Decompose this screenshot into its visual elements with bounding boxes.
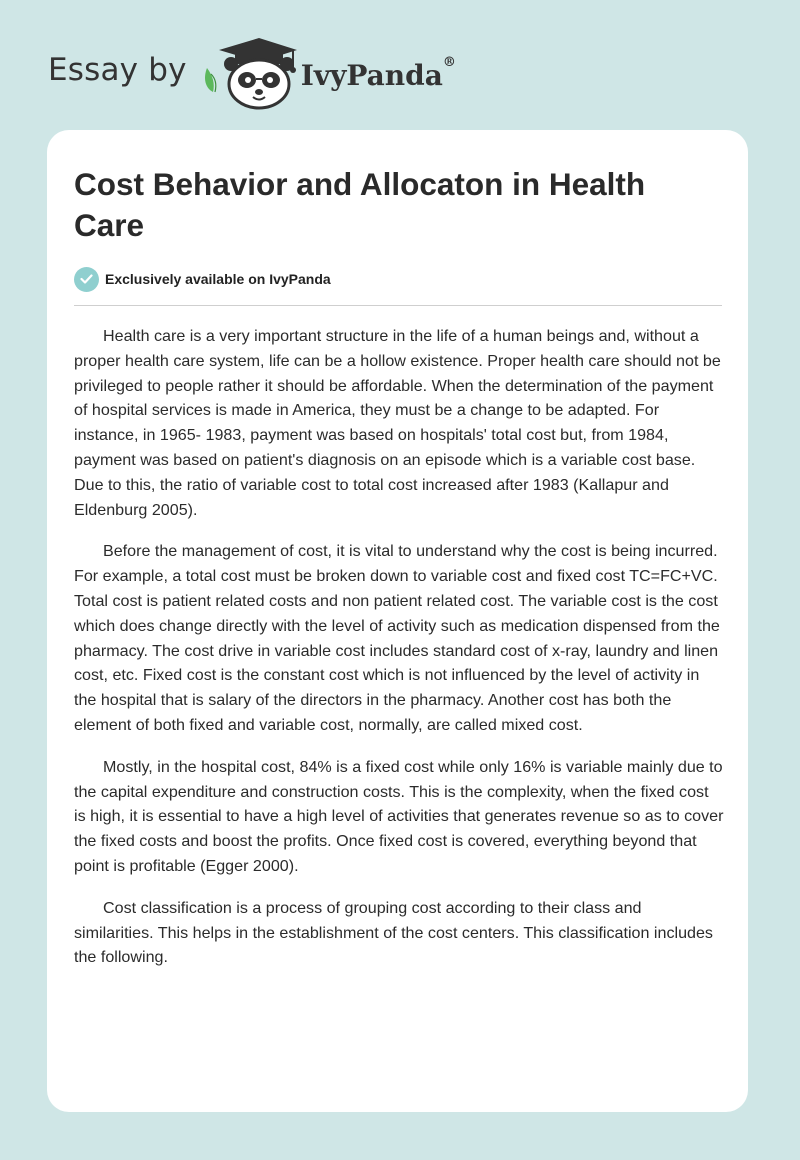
check-icon	[74, 267, 99, 292]
paragraph: Before the management of cost, it is vital to understand why the cost is being incurred. For example, a total cost must be broken down to variable cost and fixed cost TC=FC+VC. Total cost is patient related costs and non patient related cost. The variable cost is the cost which does change directly with the level of activity such as medication dispensed from the pharmacy. The cost drive in variable cost includes standard cost of x-ray, laundry and linen cost, etc. Fixed cost is the constant cost which is not influenced by the level of activity in the hospital that is salary of the directors in the pharmacy. Another cost has both the element of both fixed and variable cost, normally, are called mixed cost.	[74, 542, 720, 734]
panda-logo-icon	[201, 34, 299, 110]
brand-prefix: Essay by	[48, 52, 187, 88]
site-header	[48, 34, 456, 110]
paragraph: Cost classification is a process of grouping cost according to their class and similarities. This helps in the establishment of the cost centers. This classification includes the following.	[74, 898, 713, 967]
divider	[74, 305, 722, 306]
paragraph: Mostly, in the hospital cost, 84% is a fixed cost while only 16% is variable mainly due to the capital expenditure and construction costs. This is the complexity, when the fixed cost is high, it is essential to have a high level of activities that generates revenue so as to cover the fixed costs and boost the profits. Once fixed cost is covered, everything beyond that point is profitable (Egger 2000).	[74, 757, 724, 875]
brand-name[interactable]	[300, 54, 456, 92]
exclusive-badge	[74, 266, 722, 292]
logo-link[interactable]	[201, 34, 456, 110]
registered-mark: ®	[442, 54, 456, 70]
brand-name-text: IvyPanda	[300, 58, 443, 92]
article-title: Cost Behavior and Allocaton in Health Care	[74, 166, 646, 243]
badge-text: Exclusively available on IvyPanda	[105, 271, 331, 287]
article-card	[47, 130, 748, 1112]
article-body	[74, 324, 724, 970]
paragraph: Health care is a very important structure in the life of a human beings and, without a proper health care system, life can be a hollow existence. Proper health care should not be privileged to people rather it should be affordable. When the determination of the payment of hospital services is made in America, they must be a change to be adapted. For instance, in 1965- 1983, payment was based on hospitals' total cost but, from 1984, payment was based on patient's diagnosis on an episode which is a variable cost base. Due to this, the ratio of variable cost to total cost increased after 1983 (Kallapur and Eldenburg 2005).	[74, 327, 721, 519]
